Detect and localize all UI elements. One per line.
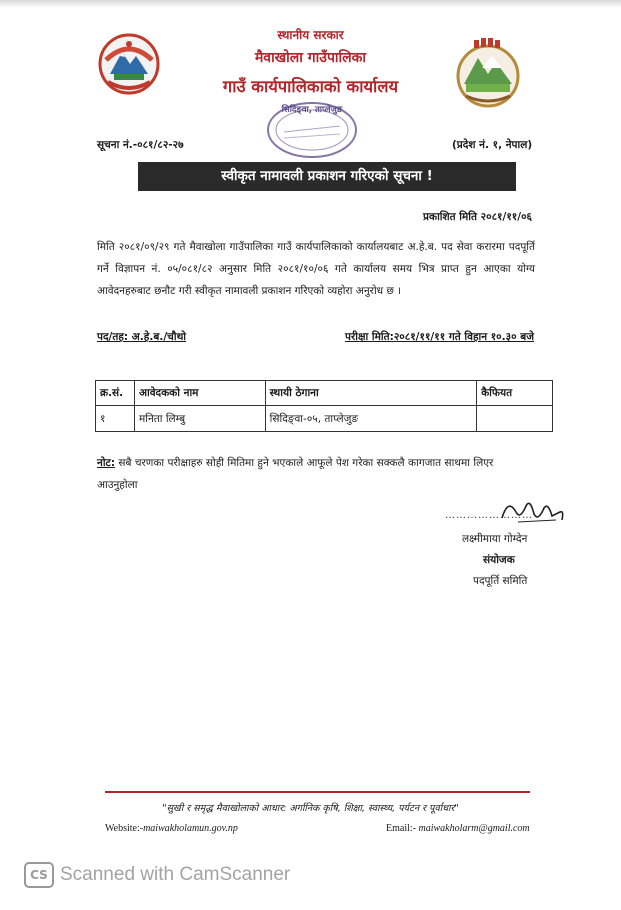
column-header-serial: क्र.सं. <box>96 381 135 406</box>
column-header-permanent-address: स्थायी ठेगाना <box>265 381 476 406</box>
cell-serial: १ <box>96 406 135 432</box>
office-stamp <box>262 98 362 160</box>
notice-body-paragraph: मिति २०८१/०९/२९ गते मैवाखोला गाउँपालिका गाउँ कार्यपालिकाको कार्यालयबाट अ.हे.ब. पद सेवा करारमा पदपूर्ति गर्ने विज्ञापन नं. ०५/०८१/८२ अनुसार मिति २०८१/१०/०६ गते कार्यालय समय भित्र प्राप्त हुन आएका योग्य आवेदनहरुबाट छनौट गरी स्वीकृत नामावली प्रकाशन गरिएको व्यहोरा अनुरोध छ । <box>97 241 535 297</box>
post-level-info: पद/तह: अ.हे.ब./चौथो <box>97 331 186 343</box>
cell-permanent-address: सिदिङ्वा-०५, ताप्लेजुङ <box>265 406 476 432</box>
header-local-government: स्थानीय सरकार <box>277 28 344 42</box>
note-label: नोट: <box>97 457 116 469</box>
table-header-row <box>96 381 553 406</box>
column-header-remarks: कैफियत <box>477 381 553 406</box>
published-date: प्रकाशित मिति २०८१/११/०६ <box>423 211 532 223</box>
exam-date-info: परीक्षा मिति:२०८१/११/११ गते विहान १०.३० बजे <box>345 331 534 343</box>
signatory-committee: पदपूर्ति समिति <box>473 575 528 587</box>
stamp-location-text: सिदिङ्वा, ताप्लेजुङ <box>281 105 343 115</box>
email-label: Email:- <box>386 823 419 834</box>
email-address: maiwakholarm@gmail.com <box>418 823 530 834</box>
footer-website <box>105 823 238 834</box>
cell-remarks <box>477 406 553 432</box>
scan-edge-shadow <box>0 0 621 8</box>
footer-email <box>386 823 530 834</box>
camscanner-watermark-text: Scanned with CamScanner <box>60 864 291 885</box>
header-municipality-name: मैवाखोला गाउँपालिका <box>254 50 367 66</box>
footer-divider <box>105 791 530 793</box>
approved-candidates-table <box>95 380 553 432</box>
note-text: सबै चरणका परीक्षाहरु सोही मितिमा हुने भएकाले आफूले पेश गरेका सक्कलै कागजात साथमा लिएर आउनुहोला <box>97 457 494 491</box>
signatory-role: संयोजक <box>483 554 515 566</box>
footer-slogan: "सुखी र समृद्ध मैवाखोलाको आधार: अर्गानिक कृषि, शिक्षा, स्वास्थ्य, पर्यटन र पूर्वाधार" <box>162 803 459 814</box>
notice-title: स्वीकृत नामावली प्रकाशन गरिएको सूचना ! <box>138 162 516 191</box>
camscanner-logo-icon: CS <box>24 862 54 888</box>
website-url: maiwakholamun.gov.np <box>143 823 238 834</box>
signatory-name: लक्ष्मीमाया गोम्देन <box>462 533 528 545</box>
note-section <box>97 452 537 496</box>
website-label: Website:- <box>105 823 144 834</box>
cell-applicant-name: मनिता लिम्बु <box>134 406 265 432</box>
province-label: (प्रदेश नं. १, नेपाल) <box>452 139 533 151</box>
notice-reference-number: सूचना नं.-०८१/८२-२७ <box>97 139 184 151</box>
header-office-name: गाउँ कार्यपालिकाको कार्यालय <box>222 77 399 96</box>
table-row <box>96 406 553 432</box>
signature-line: …………………… <box>445 510 533 521</box>
column-header-applicant-name: आवेदकको नाम <box>134 381 265 406</box>
